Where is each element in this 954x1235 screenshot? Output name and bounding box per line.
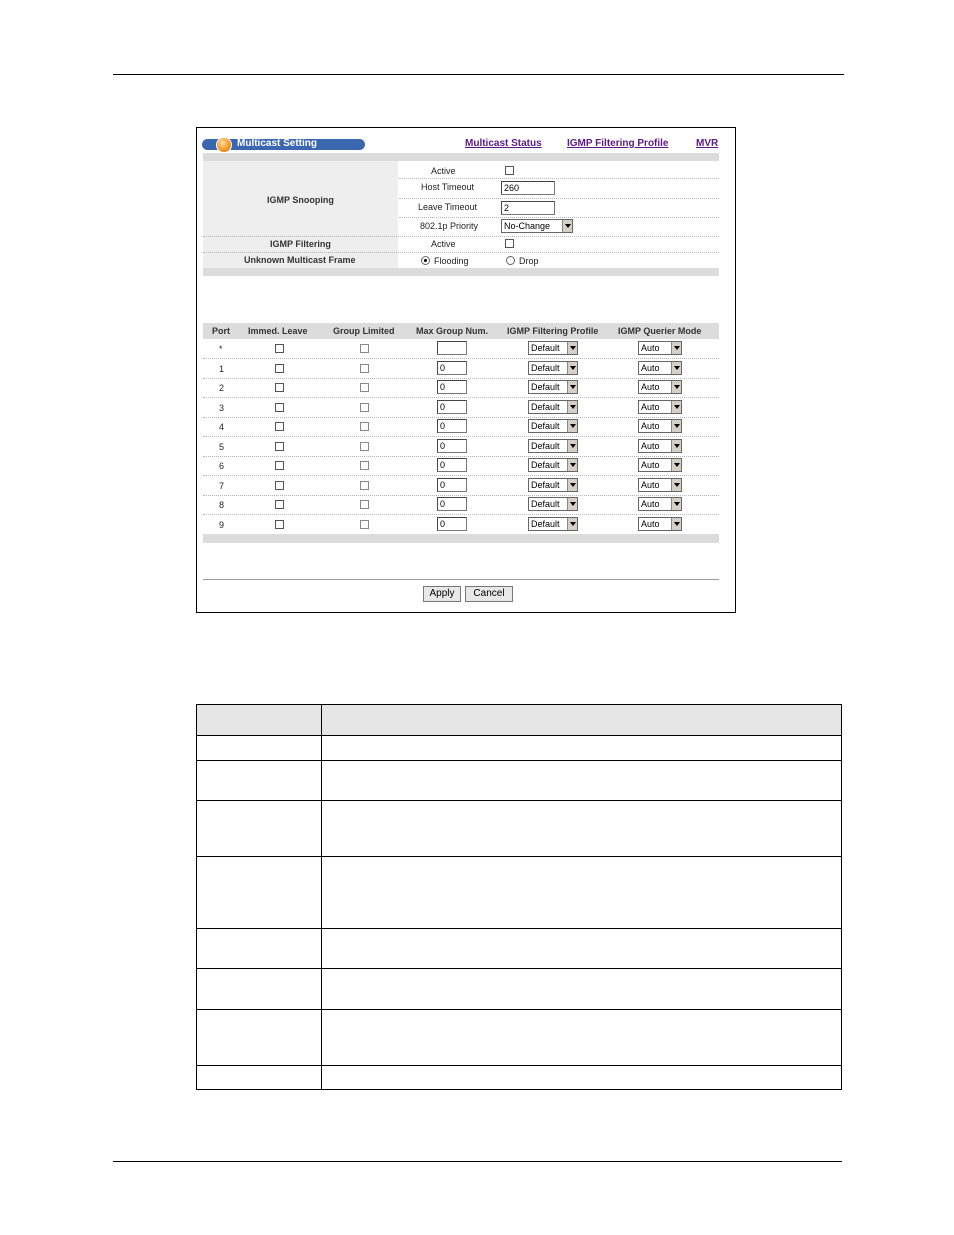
- leave-timeout-label: Leave Timeout: [418, 202, 478, 212]
- igmp-querier-mode-select[interactable]: [638, 400, 682, 414]
- max-group-num-input[interactable]: 0: [437, 380, 467, 394]
- max-group-num-input[interactable]: 0: [437, 419, 467, 433]
- row-divider: [203, 456, 719, 457]
- bulb-icon: [216, 137, 232, 153]
- group-limited-checkbox[interactable]: [360, 403, 369, 412]
- igmp-querier-mode-select[interactable]: [638, 361, 682, 375]
- port-number: 5: [219, 442, 225, 452]
- dropdown-arrow-icon: [567, 459, 577, 471]
- profile-select-value: Default: [531, 519, 560, 529]
- port-number: 4: [219, 422, 225, 432]
- profile-select-value: Default: [531, 441, 560, 451]
- divider: [203, 252, 719, 253]
- description-row-divider: [196, 1065, 842, 1066]
- immed-leave-checkbox[interactable]: [275, 403, 284, 412]
- description-column-divider: [321, 704, 322, 1090]
- row-divider: [203, 417, 719, 418]
- profile-select-value: Default: [531, 343, 560, 353]
- immed-leave-checkbox[interactable]: [275, 364, 284, 373]
- dropdown-arrow-icon: [671, 459, 681, 471]
- header-port: Port: [212, 326, 230, 336]
- port-number: 1: [219, 364, 225, 374]
- igmp-filtering-profile-select[interactable]: [528, 341, 578, 355]
- group-limited-checkbox[interactable]: [360, 520, 369, 529]
- header-rule: [113, 74, 844, 75]
- mvr-link[interactable]: MVR: [696, 138, 719, 149]
- port-table-bottom-bar: [203, 534, 719, 543]
- priority-select-value: No-Change: [504, 221, 551, 231]
- igmp-filtering-profile-select[interactable]: [528, 517, 578, 531]
- description-row-divider: [196, 856, 842, 857]
- priority-label: 802.1p Priority: [420, 221, 479, 231]
- igmp-filtering-profile-select[interactable]: [528, 478, 578, 492]
- dropdown-arrow-icon: [671, 479, 681, 491]
- profile-select-value: Default: [531, 382, 560, 392]
- group-limited-checkbox[interactable]: [360, 344, 369, 353]
- port-number: 8: [219, 500, 225, 510]
- host-timeout-label: Host Timeout: [421, 182, 475, 192]
- igmp-querier-mode-select[interactable]: [638, 419, 682, 433]
- querier-select-value: Auto: [641, 480, 660, 490]
- apply-button[interactable]: Apply: [423, 586, 461, 602]
- dropdown-arrow-icon: [671, 381, 681, 393]
- max-group-num-input[interactable]: 0: [437, 458, 467, 472]
- igmp-snooping-label: IGMP Snooping: [267, 195, 334, 205]
- group-limited-checkbox[interactable]: [360, 500, 369, 509]
- dropdown-arrow-icon: [567, 479, 577, 491]
- igmp-filtering-label: IGMP Filtering: [270, 239, 331, 249]
- querier-select-value: Auto: [641, 519, 660, 529]
- dropdown-arrow-icon: [671, 518, 681, 530]
- profile-select-value: Default: [531, 499, 560, 509]
- max-group-num-input[interactable]: 0: [437, 361, 467, 375]
- port-number: *: [219, 344, 223, 354]
- description-row-divider: [196, 760, 842, 761]
- filtering-active-checkbox[interactable]: [505, 239, 514, 248]
- group-limited-checkbox[interactable]: [360, 442, 369, 451]
- settings-bottom-bar: [203, 268, 719, 276]
- profile-select-value: Default: [531, 480, 560, 490]
- description-row-divider: [196, 928, 842, 929]
- header-max-group-num: Max Group Num.: [416, 326, 489, 336]
- dropdown-arrow-icon: [671, 440, 681, 452]
- max-group-num-input[interactable]: 0: [437, 478, 467, 492]
- igmp-filtering-profile-select[interactable]: [528, 497, 578, 511]
- dropdown-arrow-icon: [567, 498, 577, 510]
- immed-leave-checkbox[interactable]: [275, 461, 284, 470]
- cancel-button[interactable]: Cancel: [465, 586, 513, 602]
- igmp-filtering-profile-select[interactable]: [528, 361, 578, 375]
- drop-radio[interactable]: [506, 256, 515, 265]
- dropdown-arrow-icon: [562, 220, 572, 232]
- dropdown-arrow-icon: [671, 401, 681, 413]
- description-table-body: [196, 735, 842, 1090]
- profile-select-value: Default: [531, 421, 560, 431]
- querier-select-value: Auto: [641, 343, 660, 353]
- description-row-divider: [196, 968, 842, 969]
- dropdown-arrow-icon: [567, 401, 577, 413]
- igmp-querier-mode-select[interactable]: [638, 458, 682, 472]
- header-immed-leave: Immed. Leave: [248, 326, 308, 336]
- row-divider: [203, 358, 719, 359]
- querier-select-value: Auto: [641, 421, 660, 431]
- igmp-querier-mode-select[interactable]: [638, 497, 682, 511]
- immed-leave-checkbox[interactable]: [275, 481, 284, 490]
- max-group-num-input[interactable]: 0: [437, 517, 467, 531]
- igmp-querier-mode-select[interactable]: [638, 517, 682, 531]
- dropdown-arrow-icon: [671, 420, 681, 432]
- igmp-filtering-profile-select[interactable]: [528, 458, 578, 472]
- settings-top-bar: [203, 153, 719, 161]
- divider: [399, 178, 719, 179]
- port-number: 3: [219, 403, 225, 413]
- port-number: 9: [219, 520, 225, 530]
- igmp-querier-mode-select[interactable]: [638, 478, 682, 492]
- row-divider: [203, 436, 719, 437]
- max-group-num-input[interactable]: 0: [437, 497, 467, 511]
- host-timeout-input[interactable]: 260: [501, 181, 555, 195]
- dropdown-arrow-icon: [671, 498, 681, 510]
- flooding-label: Flooding: [434, 256, 469, 266]
- profile-select-value: Default: [531, 402, 560, 412]
- igmp-querier-mode-select[interactable]: [638, 341, 682, 355]
- querier-select-value: Auto: [641, 363, 660, 373]
- immed-leave-checkbox[interactable]: [275, 422, 284, 431]
- group-limited-checkbox[interactable]: [360, 461, 369, 470]
- divider: [399, 198, 719, 199]
- port-number: 7: [219, 481, 225, 491]
- group-limited-checkbox[interactable]: [360, 383, 369, 392]
- immed-leave-checkbox[interactable]: [275, 383, 284, 392]
- dropdown-arrow-icon: [671, 342, 681, 354]
- querier-select-value: Auto: [641, 382, 660, 392]
- group-limited-checkbox[interactable]: [360, 364, 369, 373]
- igmp-filtering-profile-select[interactable]: [528, 380, 578, 394]
- flooding-radio[interactable]: [421, 256, 430, 265]
- immed-leave-checkbox[interactable]: [275, 442, 284, 451]
- filtering-active-label: Active: [431, 239, 456, 249]
- group-limited-checkbox[interactable]: [360, 481, 369, 490]
- description-row-divider: [196, 1009, 842, 1010]
- port-number: 6: [219, 461, 225, 471]
- dropdown-arrow-icon: [567, 420, 577, 432]
- page-title: Multicast Setting: [237, 138, 318, 149]
- drop-label: Drop: [519, 256, 539, 266]
- immed-leave-checkbox[interactable]: [275, 500, 284, 509]
- description-row-divider: [196, 800, 842, 801]
- querier-select-value: Auto: [641, 402, 660, 412]
- max-group-num-input[interactable]: 0: [437, 439, 467, 453]
- divider: [399, 217, 719, 218]
- immed-leave-checkbox[interactable]: [275, 520, 284, 529]
- igmp-filtering-profile-select[interactable]: [528, 419, 578, 433]
- max-group-num-input[interactable]: 0: [437, 400, 467, 414]
- dropdown-arrow-icon: [567, 440, 577, 452]
- unknown-multicast-label: Unknown Multicast Frame: [244, 255, 356, 265]
- igmp-querier-mode-select[interactable]: [638, 380, 682, 394]
- igmp-filtering-profile-link[interactable]: IGMP Filtering Profile: [567, 138, 669, 149]
- footer-rule: [113, 1161, 842, 1162]
- dropdown-arrow-icon: [567, 518, 577, 530]
- button-divider: [203, 579, 719, 580]
- max-group-num-input[interactable]: [437, 341, 467, 355]
- immed-leave-checkbox[interactable]: [275, 344, 284, 353]
- header-igmp-querier-mode: IGMP Querier Mode: [618, 326, 702, 336]
- igmp-querier-mode-select[interactable]: [638, 439, 682, 453]
- snooping-active-checkbox[interactable]: [505, 166, 514, 175]
- dropdown-arrow-icon: [567, 381, 577, 393]
- header-group-limited: Group Limited: [333, 326, 395, 336]
- row-divider: [203, 378, 719, 379]
- dropdown-arrow-icon: [567, 342, 577, 354]
- description-table-header: [196, 704, 842, 736]
- row-divider: [203, 397, 719, 398]
- igmp-filtering-profile-select[interactable]: [528, 400, 578, 414]
- dropdown-arrow-icon: [567, 362, 577, 374]
- leave-timeout-input[interactable]: 2: [501, 201, 555, 215]
- header-igmp-filtering-profile: IGMP Filtering Profile: [507, 326, 599, 336]
- dropdown-arrow-icon: [671, 362, 681, 374]
- querier-select-value: Auto: [641, 441, 660, 451]
- divider: [203, 236, 719, 237]
- priority-select[interactable]: [501, 219, 573, 233]
- querier-select-value: Auto: [641, 460, 660, 470]
- group-limited-checkbox[interactable]: [360, 422, 369, 431]
- igmp-filtering-profile-select[interactable]: [528, 439, 578, 453]
- row-divider: [203, 475, 719, 476]
- snooping-active-label: Active: [431, 166, 456, 176]
- row-divider: [203, 514, 719, 515]
- port-number: 2: [219, 383, 225, 393]
- row-divider: [203, 495, 719, 496]
- profile-select-value: Default: [531, 363, 560, 373]
- profile-select-value: Default: [531, 460, 560, 470]
- multicast-status-link[interactable]: Multicast Status: [465, 138, 542, 149]
- querier-select-value: Auto: [641, 499, 660, 509]
